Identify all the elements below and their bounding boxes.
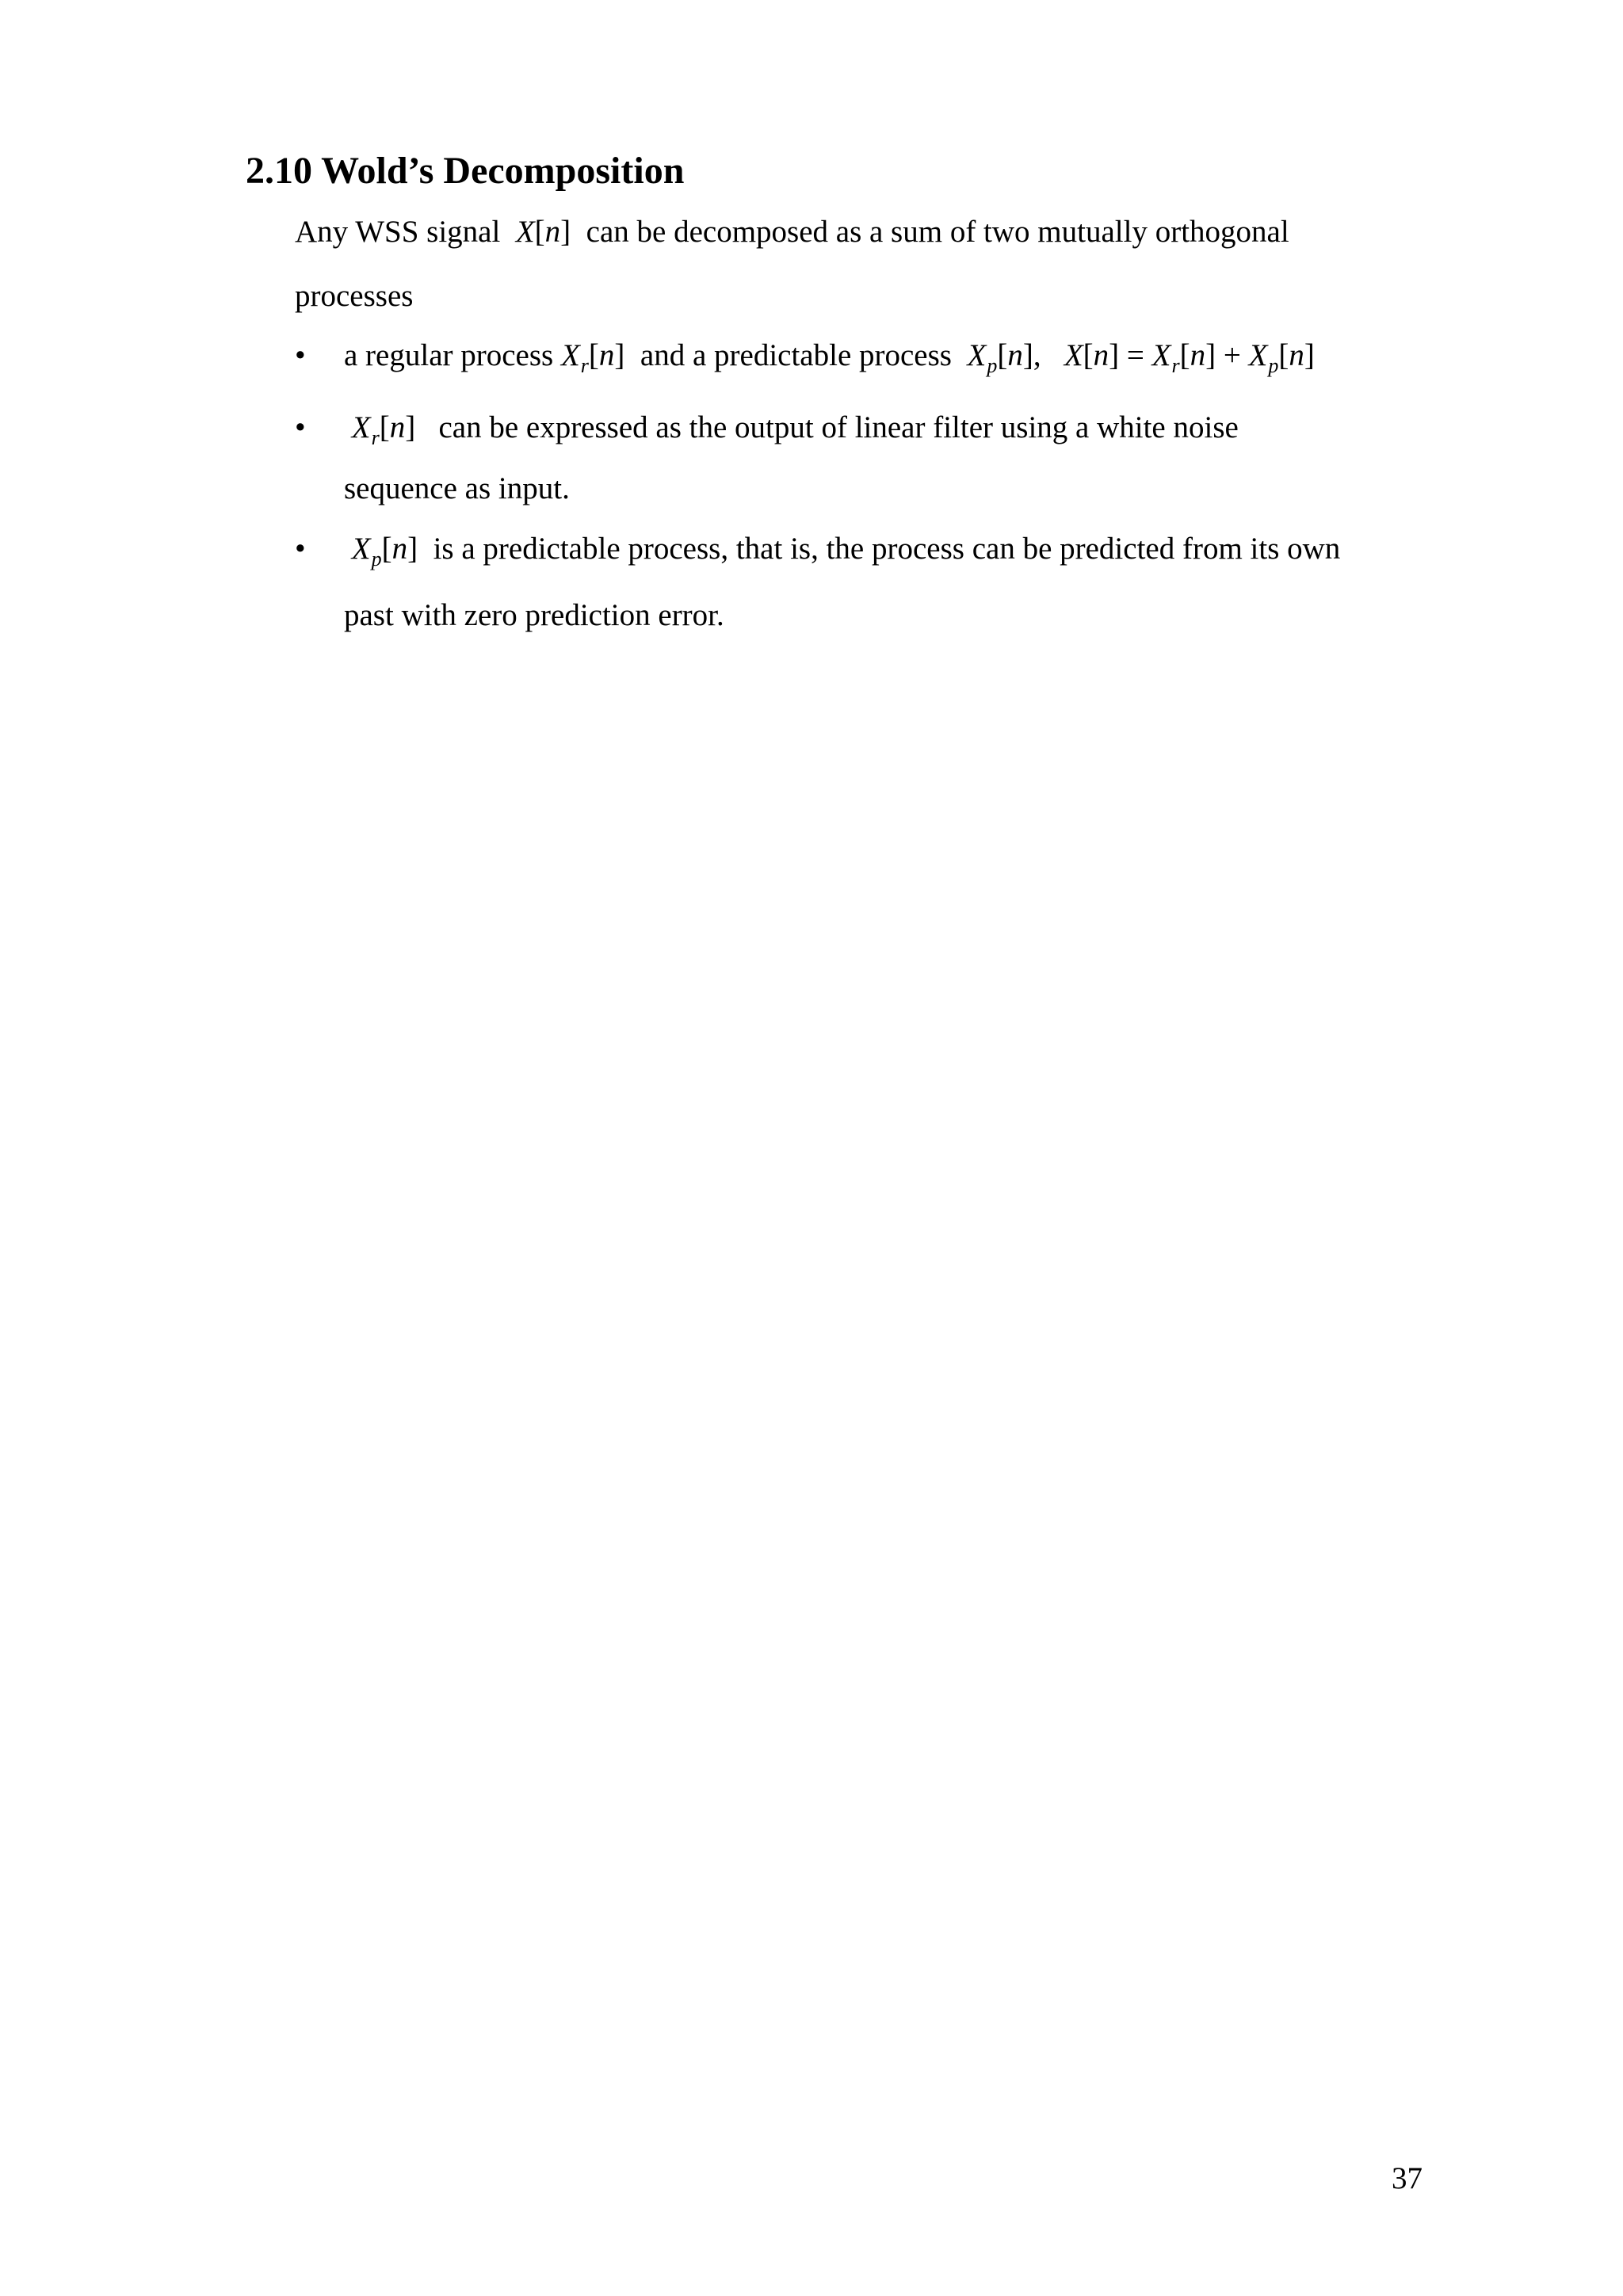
intro-line-1 [295,212,1289,252]
math-x-p-n: $X_p[n]$, [967,338,1041,377]
bullet-3-line-2: past with zero prediction error. [344,598,724,632]
bullet-1-text-a: a regular process [344,338,554,372]
intro-text-b: can be decomposed as a sum of two mutually orthogonal [586,215,1289,249]
page-number: 37 [1392,2161,1423,2195]
math-x-p-n: $X_p[n]$ [351,532,418,570]
math-decomposition-equation: $X[n] = X_r[n] + X_p[n]$ [1064,338,1315,377]
bullet-2-line-2: sequence as input. [344,471,570,505]
bullet-1-line [344,336,1315,379]
math-x-n: X[n] [515,215,571,249]
bullet-marker-3: • [295,532,306,566]
intro-text-a: Any WSS signal [295,215,501,249]
bullet-2-line-1 [344,408,1239,451]
math-x-r-n: $X_r[n]$ [560,338,625,377]
bullet-3-line-1 [344,529,1340,572]
bullet-3-text-a: is a predictable process, that is, the process can be predicted from its own [433,532,1341,566]
math-x-r-n: $X_r[n]$ [351,410,416,449]
intro-line-2: processes [295,279,414,313]
bullet-marker-1: • [295,338,306,372]
section-heading: 2.10 Wold’s Decomposition [246,150,685,192]
bullet-1-text-b: and a predictable process [640,338,952,372]
bullet-2-text-a: can be expressed as the output of linear filter using a white noise [438,410,1239,444]
bullet-marker-2: • [295,410,306,444]
